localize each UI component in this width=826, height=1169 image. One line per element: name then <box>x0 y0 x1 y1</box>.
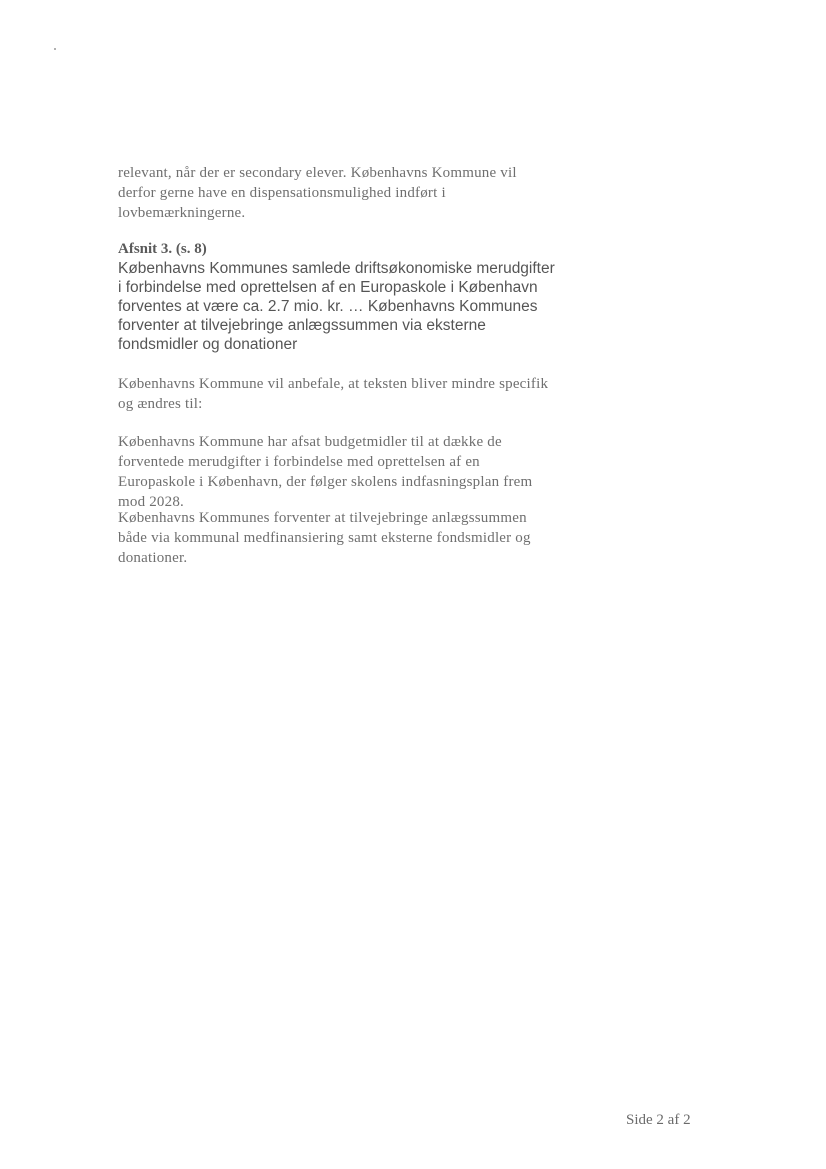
text-line: forventer at tilvejebringe anlægssummen via eksterne <box>118 317 486 334</box>
paragraph-recommendation <box>118 374 598 414</box>
text-line: donationer. <box>118 550 188 566</box>
quoted-text <box>118 259 598 354</box>
text-line: Københavns Kommune vil anbefale, at teksten bliver mindre specifik <box>118 376 549 392</box>
text-line: Københavns Kommunes forventer at tilvejebringe anlægssummen <box>118 510 527 526</box>
text-line: forventede merudgifter i forbindelse med oprettelsen af en <box>118 454 480 470</box>
text-line: lovbemærkningerne. <box>118 205 246 221</box>
paragraph-proposed-text <box>118 432 598 512</box>
paragraph-funding <box>118 508 598 568</box>
text-line: i forbindelse med oprettelsen af en Europaskole i København <box>118 279 538 296</box>
scan-speck <box>54 48 56 50</box>
text-line: derfor gerne have en dispensationsmulighed indført i <box>118 185 446 201</box>
text-line: fondsmidler og donationer <box>118 336 298 353</box>
text-line: mod 2028. <box>118 494 184 510</box>
section-afsnit-3 <box>118 240 598 354</box>
text-line: og ændres til: <box>118 396 203 412</box>
text-line: både via kommunal medfinansiering samt eksterne fondsmidler og <box>118 530 531 546</box>
text-line: forventes at være ca. 2.7 mio. kr. … Københavns Kommunes <box>118 298 538 315</box>
text-line: Europaskole i København, der følger skolens indfasningsplan frem <box>118 474 533 490</box>
paragraph-dispensation <box>118 163 598 223</box>
text-line: relevant, når der er secondary elever. Københavns Kommune vil <box>118 165 517 181</box>
text-line: Københavns Kommune har afsat budgetmidler til at dække de <box>118 434 502 450</box>
page-number: Side 2 af 2 <box>626 1112 691 1128</box>
section-heading: Afsnit 3. (s. 8) <box>118 241 207 257</box>
text-line: Københavns Kommunes samlede driftsøkonomiske merudgifter <box>118 260 555 277</box>
